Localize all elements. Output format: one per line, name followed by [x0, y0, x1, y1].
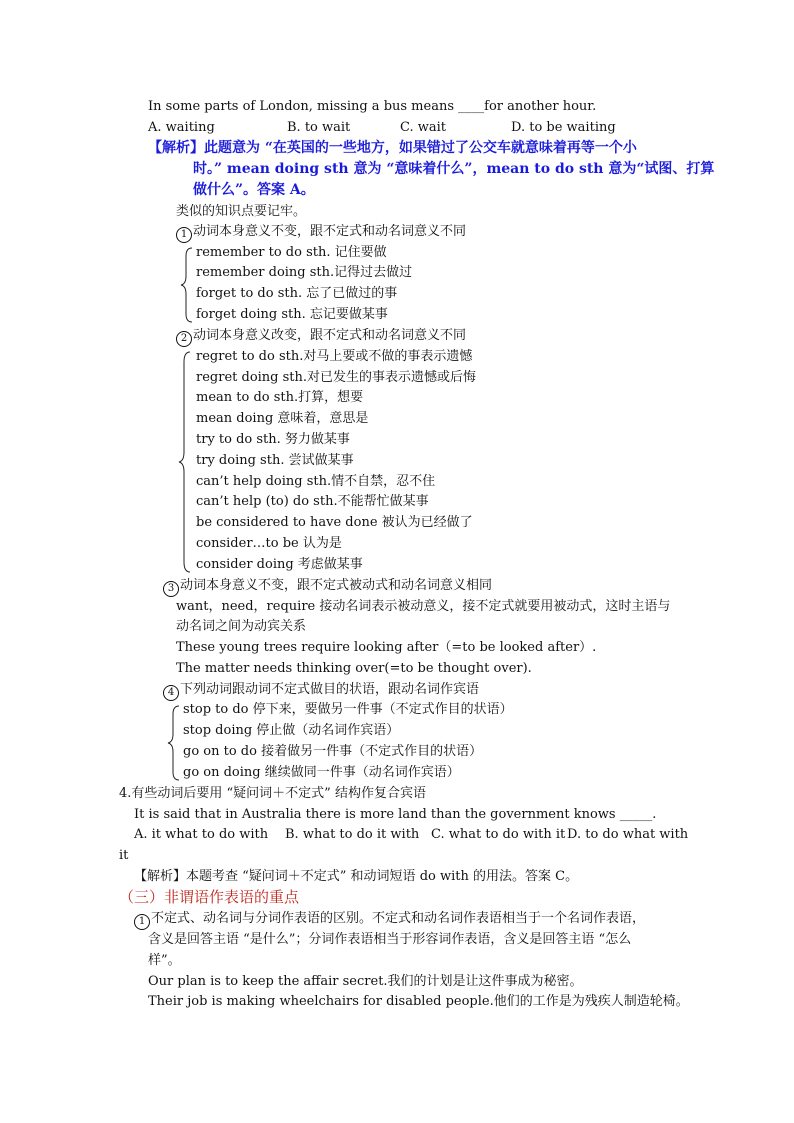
list-item: remember doing sth.记得过去做过	[196, 265, 413, 280]
option-d: D. to be waiting	[511, 120, 616, 135]
list-item: can’t help (to) do sth.不能帮忙做某事	[196, 494, 429, 509]
option-c: C. what to do with it	[431, 827, 566, 842]
paragraph-line: 1 不定式、动名词与分词作表语的区别。不定式和动名词作表语相当于一个名词作表语，	[134, 909, 645, 930]
circled-number: 4	[163, 685, 179, 701]
group3-heading: 3 动词本身意义不变，跟不定式被动式和动名词意义相同	[163, 576, 492, 597]
analysis-line: 做什么”。答案 A。	[193, 182, 315, 198]
analysis-text: 【解析】本题考查 “疑问词＋不定式” 和动词短语 do with 的用法。答案 C。	[134, 869, 579, 884]
list-item: forget doing sth. 忘记要做某事	[196, 307, 388, 322]
list-item: can’t help doing sth.情不自禁，忍不住	[196, 474, 436, 489]
brace-icon	[178, 350, 192, 574]
circled-number: 2	[176, 331, 192, 347]
list-item: try doing sth. 尝试做某事	[196, 453, 354, 468]
circled-number: 1	[176, 227, 192, 243]
list-item: mean doing 意味着，意思是	[196, 411, 369, 426]
list-item: go on doing 继续做同一件事（动名词作宾语）	[183, 765, 460, 780]
example-sentence: Their job is making wheelchairs for disabled people.他们的工作是为残疾人制造轮椅。	[148, 994, 689, 1009]
list-item: stop doing 停止做（动名词作宾语）	[183, 723, 400, 738]
section-title: （三）非谓语作表语的重点	[119, 888, 300, 906]
list-item: regret doing sth.对已发生的事表示遗憾或后悔	[196, 370, 477, 385]
group4-heading: 4 下列动词跟动词不定式做目的状语，跟动名词作宾语	[163, 680, 479, 701]
group2-heading: 2 动词本身意义改变，跟不定式和动名词意义不同	[176, 326, 466, 347]
example-sentence: The matter needs thinking over(=to be thought over).	[176, 661, 532, 676]
list-item: be considered to have done 被认为已经做了	[196, 515, 473, 530]
intro-text: 类似的知识点要记牢。	[176, 204, 307, 219]
option-c: C. wait	[400, 120, 447, 135]
example-sentence: Our plan is to keep the affair secret.我们的计划是让这件事成为秘密。	[148, 974, 583, 989]
list-item: consider doing 考虑做某事	[196, 557, 363, 572]
question-stem: In some parts of London, missing a bus means ____for another hour.	[148, 99, 597, 114]
option-b: B. to wait	[287, 120, 351, 135]
paragraph-line: 样”。	[148, 953, 181, 968]
paragraph-line: want，need，require 接动名词表示被动意义，接不定式就要用被动式，这时主语与	[176, 599, 671, 614]
section-heading: 4.有些动词后要用 “疑问词＋不定式” 结构作复合宾语	[119, 786, 426, 801]
list-item: mean to do sth.打算，想要	[196, 390, 364, 405]
analysis-line: 时。” mean doing sth 意为 “意味着什么”，mean to do sth 意为“试图、打算	[193, 161, 715, 177]
list-item: stop to do 停下来，要做另一件事（不定式作目的状语）	[183, 702, 513, 717]
option-b: B. what to do it with	[285, 827, 420, 842]
brace-icon	[167, 704, 181, 782]
list-item: forget to do sth. 忘了已做过的事	[196, 286, 398, 301]
paragraph-line: 动名词之间为动宾关系	[176, 619, 307, 634]
brace-icon	[180, 246, 194, 324]
circled-number: 3	[163, 581, 179, 597]
group1-heading: 1 动词本身意义不变，跟不定式和动名词意义不同	[176, 222, 466, 243]
option-wrap: it	[119, 848, 129, 863]
option-a: A. it what to do with	[134, 827, 269, 842]
option-a: A. waiting	[148, 120, 215, 135]
analysis-line: 【解析】此题意为 “在英国的一些地方，如果错过了公交车就意味着再等一个小	[148, 140, 637, 156]
list-item: try to do sth. 努力做某事	[196, 432, 350, 447]
example-sentence: These young trees require looking after（=to be looked after）.	[176, 640, 597, 655]
list-item: go on to do 接着做另一件事（不定式作目的状语）	[183, 744, 483, 759]
circled-number: 1	[134, 914, 150, 930]
list-item: remember to do sth. 记住要做	[196, 245, 387, 260]
option-d: D. to do what with	[567, 827, 689, 842]
paragraph-line: 含义是回答主语 “是什么”；分词作表语相当于形容词作表语，含义是回答主语 “怎么	[148, 932, 632, 947]
list-item: consider…to be 认为是	[196, 536, 342, 551]
question-stem: It is said that in Australia there is more land than the government knows _____.	[134, 807, 657, 822]
list-item: regret to do sth.对马上要或不做的事表示遗憾	[196, 349, 473, 364]
